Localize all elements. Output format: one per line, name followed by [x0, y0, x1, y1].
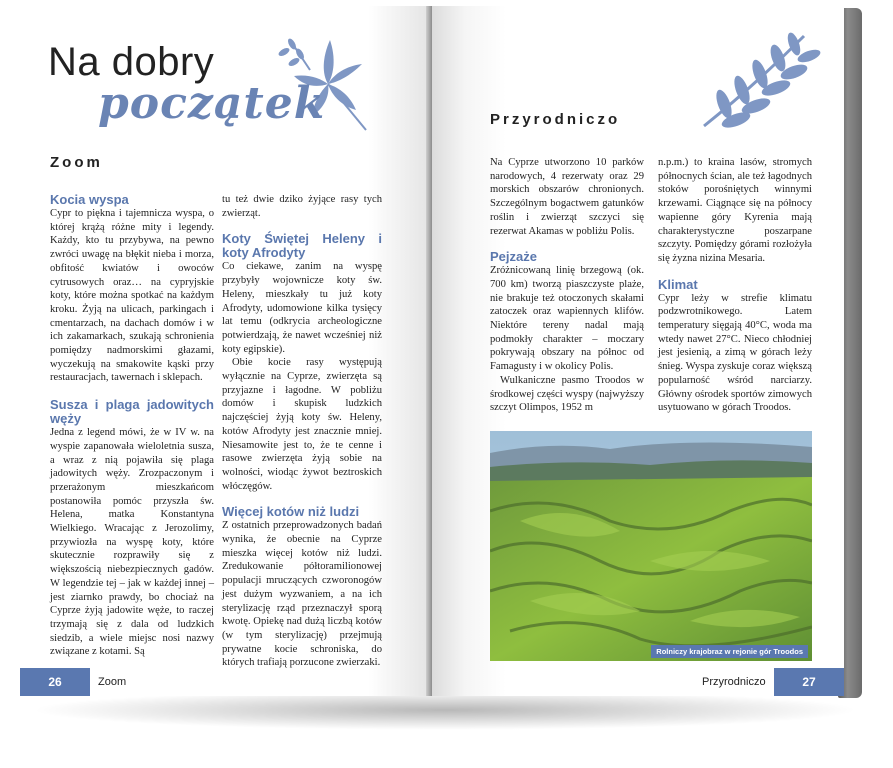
text-column [222, 193, 382, 670]
landscape-image [490, 431, 812, 661]
right-page [432, 6, 844, 696]
text-column [658, 156, 812, 415]
paragraph: Jedna z legend mówi, że w IV w. na wyspie zapanowała wieloletnia susza, a wraz z nią pojawiła się plaga jadowitych węży. Zrozpaczonym i przerażonym mieszkańcom postanowiła pomóc przyszła św. Helena, matka Konstantyna Wielkiego. Wracając z Jerozolimy, przywiozła na wyspę koty, które skutecznie rozprawiły się z większością niebezpiecznych gadów. W legendzie tej – jak w każdej innej – jest ziarnko prawdy, bo chociaż na Cyprze żyją jadowite węże, to raczej trzymają się z dala od ludzkich siedzib, a wiele miejsc nosi nazwy związane z kotami. Są [50, 427, 214, 658]
article-heading: Klimat [658, 276, 698, 292]
paragraph: n.p.m.) to kraina lasów, stromych północnych ścian, ale też łagodnych stoków porośniętych winnymi krzewami. Ciągnące się na północy wapienne góry Kyrenia mają charakterystyczne poszarpane szczyty. Pomiędzy górami rozłożyła się żyzna nizina Mesaria. [658, 157, 812, 264]
paragraph: Co ciekawe, zanim na wyspę przybyły wojownicze koty św. Heleny, mieszkały tu już koty Afrodyty, udomowione kilka tysięcy lat temu (odkrycia archeologiczne potwierdzają, że nawet wcześniej niż koty egipskie). [222, 261, 382, 355]
paragraph: Z ostatnich przeprowadzonych badań wynika, że obecnie na Cyprze mieszka więcej kotów niż ludzi. Zredukowanie półtoramilionowej populacji mruczących czworonogów jest dużym wyzwaniem, a na ich sterylizację rząd przeznaczył sporą kwotę. Opiekę nad dużą liczbą kotów (w tym sterylizację) przejmują prywatne kocie schroniska, do których trafiają porzucone zwierzaki. [222, 520, 382, 669]
page-title: Na dobry [48, 40, 215, 84]
text-column [490, 156, 644, 415]
page-subtitle-script: początek [98, 78, 326, 129]
photo-caption: Rolniczy krajobraz w rejonie gór Troodos [651, 645, 808, 658]
section-heading: Zoom [50, 154, 103, 171]
footer-label: Zoom [98, 676, 127, 688]
article-heading: Pejzaże [490, 249, 537, 265]
footer-label: Przyrodniczo [702, 676, 766, 688]
paragraph: Wulkaniczne pasmo Troodos w środkowej części wyspy (najwyższy szczyt Olimpos, 1952 m [490, 374, 644, 414]
leaf-branch-icon [694, 26, 824, 136]
article-heading: Susza i plaga jadowitych węży [50, 397, 214, 427]
paragraph: Cypr to piękna i tajemnicza wyspa, o której krążą różne mity i legendy. Każdy, kto tu przybywa, na pewno zwróci uwagę na błękit nieba i morza, obfitość kwiatów i owoców cytrusowych oraz… na cypryjskie koty, które można spotkać na każdym kroku. Żyją na ulicach, parkingach i cmentarzach, na dachach domów i w ich zakamarkach, szukają schronienia pomiędzy nadmorskimi głazami, wyczekują na smakowite kąski przy restauracjach, tawernach i sklepach. [50, 208, 214, 384]
article-heading: Więcej kotów niż ludzi [222, 504, 360, 520]
paragraph: Zróżnicowaną linię brzegową (ok. 700 km) tworzą piaszczyste plaże, nie brakuje też otoczonych skałami zatoczek oraz wapiennych klifów. Niektóre tereny nadal mają podmokły charakter – moczary pokrywają obszary na północ od Famagusty i w okolicy Polis. [490, 265, 644, 373]
article-heading: Koty Świętej Heleny i koty Afrodyty [222, 231, 382, 261]
article-heading: Kocia wyspa [50, 192, 129, 207]
book-shadow [30, 690, 860, 730]
page-number: 27 [774, 668, 844, 696]
section-heading: Przyrodniczo [490, 111, 621, 128]
landscape-photo [490, 431, 812, 661]
text-column [50, 193, 214, 659]
paragraph: Obie kocie rasy występują wyłącznie na Cyprze, zwierzęta są przyjazne i łagodne. W pobliżu domów i skupisk ludzkich najczęściej żyją koty św. Heleny, kotów Afrodyty jest znacznie mniej. Niesamowite jest to, że te cenne i rasowe zwierzęta żyją sobie na wolności, wiodąc żywot beztroskich włóczęgów. [222, 357, 382, 492]
paragraph: Cypr leży w strefie klimatu podzwrotnikowego. Latem temperatury sięgają 40°C, woda ma wtedy nawet 27°C. Nieco chłodniej jest jesienią, a zimą w górach leży śnieg. Wyspa zyskuje coraz większą popularność wśród narciarzy. Główny ośrodek sportów zimowych usytuowano w górach Troodos. [658, 292, 812, 414]
paragraph: tu też dwie dziko żyjące rasy tych zwierząt. [222, 194, 382, 219]
page-number: 26 [20, 668, 90, 696]
left-page [20, 6, 430, 696]
paragraph: Na Cyprze utworzono 10 parków narodowych, 4 rezerwaty oraz 29 morskich obszarów chronionych. Szczególnym bogactwem gatunków roślin i zwierząt szczyci się rezerwat Akamas w pobliżu Polis. [490, 157, 644, 237]
